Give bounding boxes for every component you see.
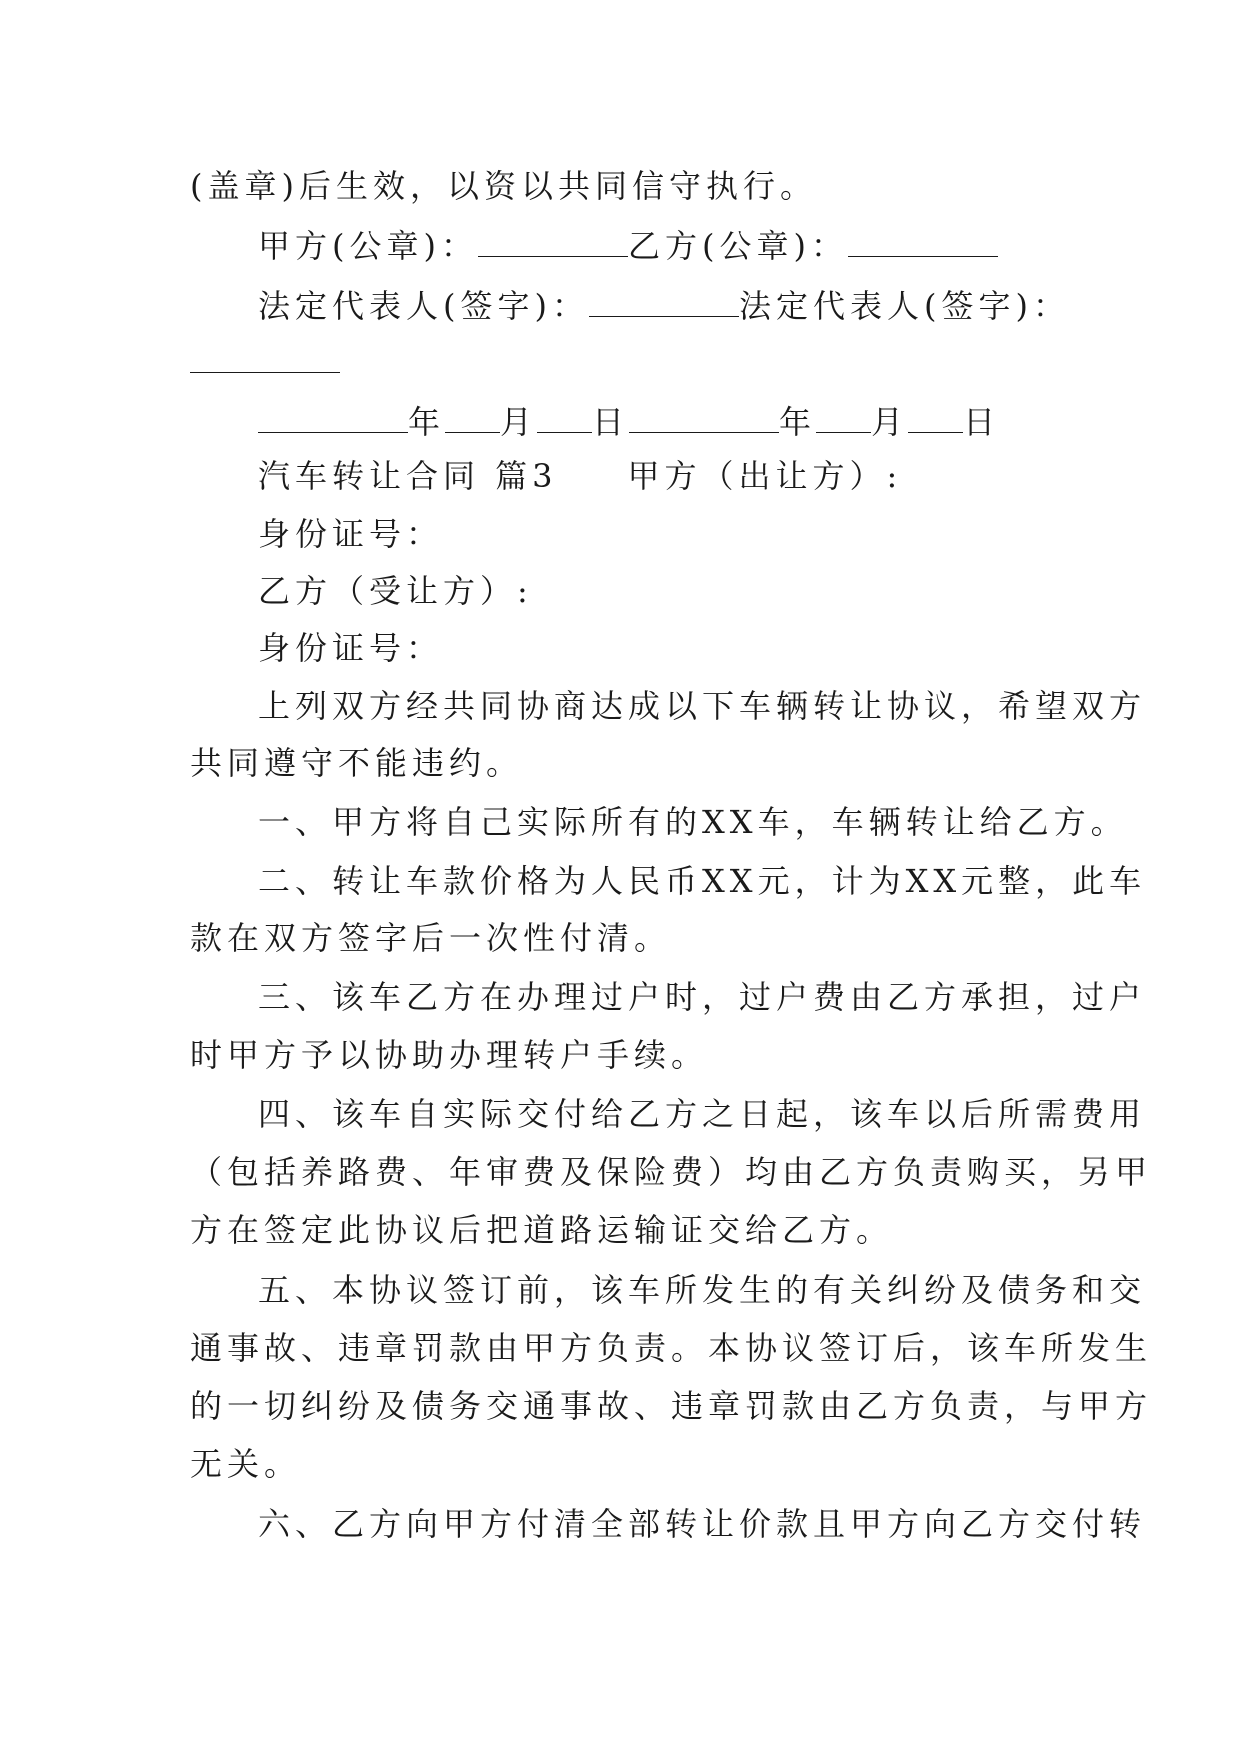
clause-line: 一、甲方将自己实际所有的XX车，车辆转让给乙方。 [258,803,1128,841]
text-line: (盖章)后生效，以资以共同信守执行。 [190,167,817,205]
day-label: 日 [963,403,1001,441]
signature-blank-line [190,340,1060,384]
clause-line: 的一切纠纷及债务交通事故、违章罚款由乙方负责，与甲方 [190,1387,1153,1425]
clause-line: 五、本协议签订前，该车所发生的有关纠纷及债务和交 [258,1271,1147,1309]
month-blank [445,402,500,433]
seal-line [258,224,1060,268]
clause-line: 时甲方予以协助办理转户手续。 [190,1036,709,1074]
day-blank [908,402,963,433]
clause-line: 三、该车乙方在办理过户时，过户费由乙方承担，过户 [258,978,1147,1016]
year-label: 年 [779,403,817,441]
month-label: 月 [871,403,909,441]
month-blank [816,402,871,433]
date-line [258,400,1060,444]
clause-line: 二、转让车款价格为人民币XX元，计为XX元整，此车 [258,862,1147,900]
clause-line: 款在双方签字后一次性付清。 [190,919,672,957]
clause-line: 通事故、违章罚款由甲方负责。本协议签订后，该车所发生 [190,1329,1153,1367]
signature-blank [848,226,998,257]
day-blank [537,402,592,433]
signature-blank [589,286,739,317]
clause-line: 方在签定此协议后把道路运输证交给乙方。 [190,1211,894,1249]
section-heading-line [258,454,1060,498]
clause-line: 无关。 [190,1445,302,1483]
paragraph-line: 上列双方经共同协商达成以下车辆转让协议，希望双方 [258,687,1147,725]
rep-a-label: 法定代表人(签字)： [258,287,589,325]
month-label: 月 [500,403,538,441]
id-line-a: 身份证号： [258,515,444,553]
party-b-seal-label: 乙方(公章)： [627,227,848,265]
representative-line [258,284,1070,328]
year-label: 年 [408,403,446,441]
day-label: 日 [592,403,630,441]
signature-blank [190,342,340,373]
seller-label: 甲方（出让方）: [627,457,903,495]
party-a-seal-label: 甲方(公章)： [258,227,478,265]
year-blank [258,402,408,433]
clause-line: 四、该车自实际交付给乙方之日起，该车以后所需费用 [258,1095,1147,1133]
clause-line: （包括养路费、年审费及保险费）均由乙方负责购买，另甲 [190,1153,1153,1191]
clause-line: 六、乙方向甲方付清全部转让价款且甲方向乙方交付转 [258,1505,1147,1543]
id-line-b: 身份证号： [258,629,444,667]
signature-blank [478,226,628,257]
buyer-line: 乙方（受让方）: [258,572,533,610]
rep-b-label: 法定代表人(签字)： [738,287,1070,325]
year-blank [629,402,779,433]
section-title: 汽车转让合同 篇3 [258,457,558,495]
paragraph-line: 共同遵守不能违约。 [190,744,524,782]
